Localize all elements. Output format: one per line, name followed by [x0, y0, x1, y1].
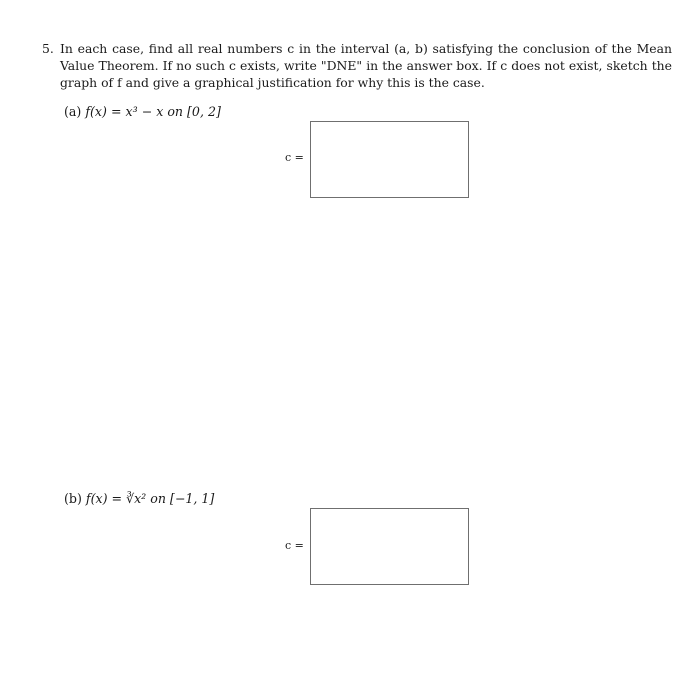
part-b-answer-box[interactable] — [310, 508, 469, 585]
part-a-marker: (a) — [64, 104, 82, 119]
part-a-function: f(x) = x³ − x on [0, 2] — [85, 104, 221, 119]
part-a-answer-label: c = — [285, 151, 304, 164]
part-a-answer-box[interactable] — [310, 121, 469, 198]
part-b-function: f(x) = ∛x² on [−1, 1] — [85, 491, 215, 506]
problem-statement — [42, 40, 672, 91]
problem-text: In each case, find all real numbers c in the interval (a, b) satisfying the conclusion of the Mean Value Theorem. If no such c exists, write "DNE" in the answer box. If c does not exist, sketch the graph of f and give a graphical justification for why this is the case. — [60, 41, 672, 90]
part-b-answer-label: c = — [285, 539, 304, 552]
part-b-marker: (b) — [64, 491, 82, 506]
part-b-label — [64, 491, 214, 506]
part-a-label — [64, 104, 221, 119]
problem-number: 5. — [42, 41, 54, 56]
